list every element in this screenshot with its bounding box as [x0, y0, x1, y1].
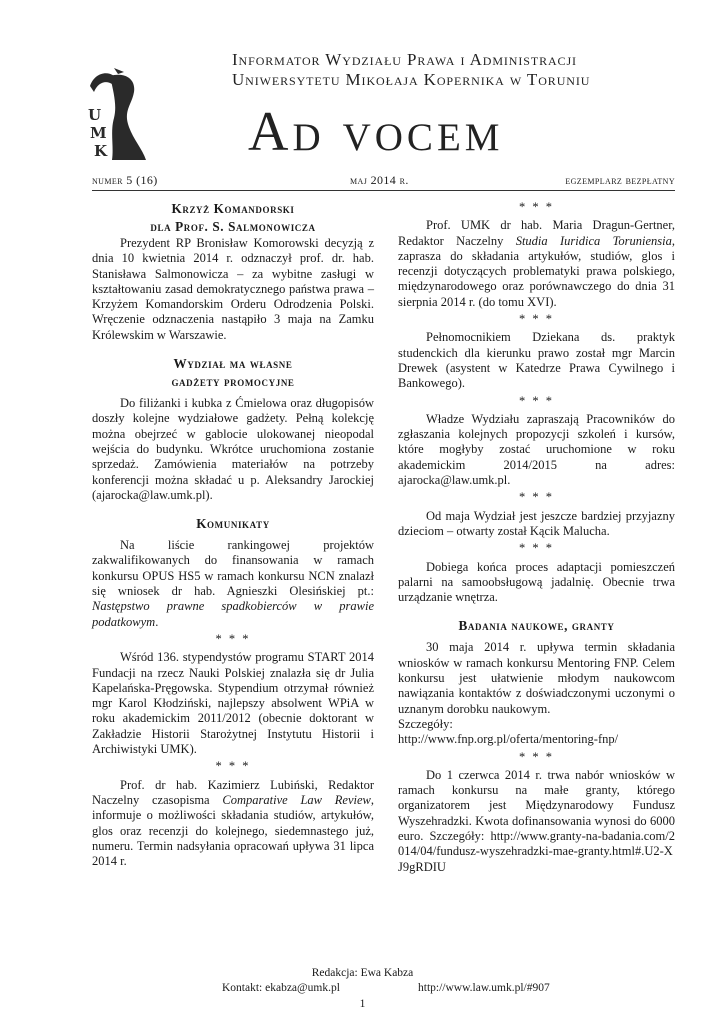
- issue-date: maj 2014 r.: [350, 173, 409, 187]
- section-heading: Krzyż Komandorski: [171, 201, 295, 216]
- article-paragraph: Prezydent RP Bronisław Komorowski decyzją z dnia 10 kwietnia 2014 r. odznaczył prof. dr. hab. Stanisława Salmonowicza – za wybitne zasługi w kształtowaniu zasad demokratycznego państwa prawa – Krzyżem Komandorskim Orderu Odrodzenia Polski. Wręczenie odznaczenia nastąpiło 3 maja na Zamku Królewskim w Warszawie.: [92, 236, 374, 342]
- footer-editor: Redakcja: Ewa Kabza: [311, 967, 414, 979]
- separator-stars: * * *: [519, 393, 554, 408]
- article-paragraph: Do 1 czerwca 2014 r. trwa nabór wniosków w ramach konkursu na małe granty, którego organizatorem jest Międzynarodowy Fundusz Wyszehradzki. Kwota dofinansowania wynosi do 6000 euro. Szczegóły: http://www.granty-na-badania.com/2014/04/fundusz-wyszehradzki-mae-granty.html#.U2-XJ9gRDIU: [398, 767, 675, 874]
- svg-text:M: M: [90, 124, 107, 142]
- section-heading: dla Prof. S. Salmonowicza: [150, 219, 316, 234]
- section-heading: Wydział ma własne: [173, 356, 293, 372]
- separator-stars: * * *: [519, 200, 554, 214]
- article-paragraph: Dobiega końca proces adaptacji pomieszczeń palarni na samoobsługową jadalnię. Obecnie trwa urządzanie wnętrza.: [398, 559, 675, 605]
- article-paragraph: Prof. dr hab. Kazimierz Lubiński, Redaktor Naczelny czasopisma Comparative Law Review, informuje o możliwości składania studiów, artykułów, glos oraz recenzji do kolejnego, siedemnastego już, numeru. Termin nadsyłania opracowań upływa 31 lipca 2014 r.: [92, 777, 374, 869]
- mentoring-link[interactable]: http://www.fnp.org.pl/oferta/mentoring-fnp/: [398, 732, 619, 747]
- separator-stars: * * *: [519, 749, 554, 764]
- article-paragraph: Wśród 136. stypendystów programu START 2014 Fundacji na rzecz Nauki Polskiej znalazła się dr Julia Kapelańska-Pręgowska. Stypendium otrzymał również mgr Karol Kłodziński, najlepszy absolwent WPiA w roku akademickim 2011/2012 (obecnie doktorant w Zakładzie Historii Starożytnej Instytutu Historii i Archiwistyki UMK).: [92, 650, 374, 757]
- separator-stars: * * *: [519, 541, 554, 556]
- journal-title: Comparative Law Review: [222, 792, 371, 807]
- project-title: Następstwo prawne spadkobierców w prawie podatkowym: [92, 599, 374, 629]
- svg-text:U: U: [88, 106, 102, 124]
- section-heading: Badania naukowe, granty: [458, 618, 615, 634]
- separator-stars: * * *: [519, 312, 554, 327]
- grants-link[interactable]: http://www.granty-na-badania.com/2014/04/fundusz-wyszehradzki-mae-granty.html#.U2-XJ9gRDIU: [398, 828, 675, 874]
- article-paragraph: Pełnomocnikiem Dziekana ds. praktyk studenckich dla kierunku prawo został mgr Marcin Drewek (asystent w Katedrze Prawa Cywilnego i Bankowego).: [398, 330, 675, 391]
- separator-stars: * * *: [215, 631, 251, 646]
- svg-text:K: K: [94, 142, 108, 160]
- issue-number: numer 5 (16): [92, 173, 158, 187]
- article-paragraph: Od maja Wydział jest jeszcze bardziej przyjazny dzieciom – otwarty został Kącik Malucha.: [398, 508, 675, 538]
- separator-stars: * * *: [215, 759, 251, 774]
- page-number: 1: [359, 998, 366, 1010]
- separator-stars: * * *: [519, 490, 554, 505]
- article-paragraph: Prof. UMK dr hab. Maria Dragun-Gertner, Redaktor Naczelny Studia Iuridica Toruniensia, zaprasza do składania artykułów, studiów, glos i recenzji dotyczących problematyki prawa polskiego, międzynarodowego oraz porównawczego do dnia 31 sierpnia 2014 r. (do tomu XVI).: [398, 218, 676, 309]
- left-column: [92, 200, 374, 869]
- masthead-subtitle-line2: Uniwersytetu Mikołaja Kopernika w Toruniu: [232, 70, 591, 89]
- article-paragraph: 30 maja 2014 r. upływa termin składania wniosków w ramach konkursu Mentoring FNP. Celem konkursu jest ułatwienie młodym naukowcom nawiązania kontaktów z doświadczonymi uczonymi o uznanym dorobku naukowym.: [398, 640, 675, 716]
- price-note: egzemplarz bezpłatny: [565, 173, 675, 187]
- contact-email[interactable]: Kontakt: ekabza@umk.pl: [222, 982, 340, 994]
- umk-logo: [84, 68, 150, 162]
- article-paragraph: Do filiżanki i kubka z Ćmielowa oraz długopisów doszły kolejne wydziałowe gadżety. Pełną kolekcję można obejrzeć w gablocie ulokowanej nieopodal wejścia do budynku. Wkrótce uruchomiona zostanie sprzedaż. Zamówienia materiałów na potrzeby konferencji można składać u p. Aleksandry Jarockiej (ajarocka@law.umk.pl).: [92, 396, 374, 502]
- journal-title: Studia Iuridica Toruniensia: [515, 233, 672, 248]
- faculty-url[interactable]: http://www.law.umk.pl/#907: [418, 982, 550, 994]
- section-heading: Komunikaty: [196, 516, 270, 532]
- issue-bar: [92, 173, 675, 189]
- masthead-title: Ad vocem: [248, 101, 504, 163]
- details-label: Szczegóły:: [398, 716, 453, 731]
- right-column: [398, 200, 675, 875]
- article-paragraph: Władze Wydziału zapraszają Pracowników do zgłaszania kolejnych propozycji szkoleń i kursów, które mogłyby zostać uruchomione w roku akademickim 2014/2015 na adres: ajarocka@law.umk.pl.: [398, 411, 675, 488]
- section-heading: gadżety promocyjne: [171, 374, 295, 390]
- article-paragraph: Na liście rankingowej projektów zakwalifikowanych do finansowania w ramach konkursu OPUS HS5 w ramach konkursu NCN znalazł się wniosek dr hab. Agnieszki Olesińskiej pt.: Następstwo prawne spadkobierców w prawie podatkowym.: [92, 538, 374, 629]
- masthead-subtitle-line1: Informator Wydziału Prawa i Administracji: [232, 50, 577, 69]
- header-rule: [92, 190, 675, 191]
